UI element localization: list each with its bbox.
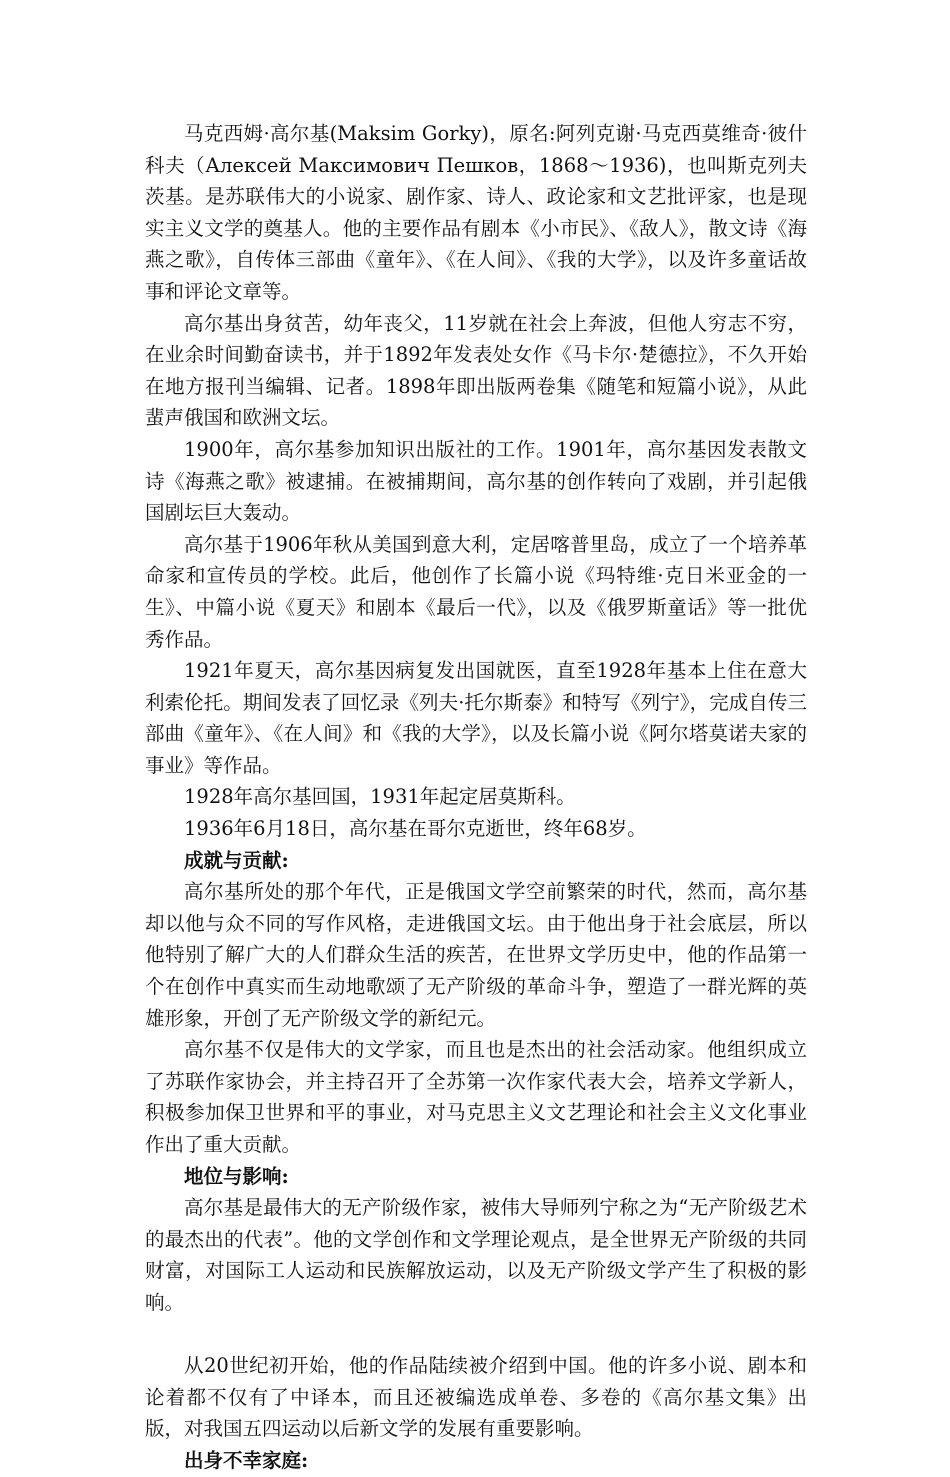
paragraph-1928: 1928年高尔基回国，1931年起定居莫斯科。: [184, 785, 576, 809]
paragraph-1936: 1936年6月18日，高尔基在哥尔克逝世，终年68岁。: [184, 817, 647, 841]
blank-line: [145, 1319, 807, 1351]
paragraph-1900: 1900年，高尔基参加知识出版社的工作。1901年，高尔基因发表散文诗《海燕之歌》被逮捕。在被捕期间，高尔基的创作转向了戏剧，并引起俄国剧坛巨大轰动。: [145, 437, 807, 525]
paragraph-influence-1: 高尔基是最伟大的无产阶级作家，被伟大导师列宁称之为“无产阶级艺术的最杰出的代表”。他的文学创作和文学理论观点，是全世界无产阶级的共同财富，对国际工人运动和民族解放运动，以及无产阶级文学产生了积极的影响。: [145, 1196, 807, 1314]
paragraph-1906: 高尔基于1906年秋从美国到意大利，定居喀普里岛，成立了一个培养革命家和宣传员的学校。此后，他创作了长篇小说《玛特维·克日米亚金的一生》、中篇小说《夏天》和剧本《最后一代》，以及《俄罗斯童话》等一批优秀作品。: [145, 532, 807, 651]
paragraph-intro: 马克西姆·高尔基(Maksim Gorky)，原名:阿列克谢·马克西莫维奇·彼什科夫（Алексей Максимович Пешков，1868～1936)，也叫斯克列夫茨基。是苏联伟大的小说家、剧作家、诗人、政论家和文艺批评家，也是现实主义文学的奠基人。他的主要作品有剧本《小市民》、《敌人》，散文诗《海燕之歌》，自传体三部曲《童年》、《在人间》、《我的大学》，以及许多童话故事和评论文章等。: [145, 122, 807, 303]
paragraph-achievements-2: 高尔基不仅是伟大的文学家，而且也是杰出的社会活动家。他组织成立了苏联作家协会，并主持召开了全苏第一次作家代表大会，培养文学新人，积极参加保卫世界和平的事业，对马克思主义文艺理论和社会主义文化事业作出了重大贡献。: [145, 1038, 807, 1156]
paragraph-achievements-1: 高尔基所处的那个年代，正是俄国文学空前繁荣的时代，然而，高尔基却以他与众不同的写作风格，走进俄国文坛。由于他出身于社会底层，所以他特别了解广大的人们群众生活的疾苦，在世界文学历史中，他的作品第一个在创作中真实而生动地歌颂了无产阶级的革命斗争，塑造了一群光辉的英雄形象，开创了无产阶级文学的新纪元。: [145, 880, 807, 1030]
paragraph-influence-2: 从20世纪初开始，他的作品陆续被介绍到中国。他的许多小说、剧本和论着都不仅有了中译本，而且还被编选成单卷、多卷的《高尔基文集》出版，对我国五四运动以后新文学的发展有重要影响。: [145, 1354, 807, 1441]
heading-achievements: 成就与贡献:: [184, 848, 289, 872]
document-page: [145, 118, 807, 1477]
paragraph-1921: 1921年夏天，高尔基因病复发出国就医，直至1928年基本上住在意大利索伦托。期间发表了回忆录《列夫·托尔斯泰》和特写《列宁》，完成自传三部曲《童年》、《在人间》和《我的大学》，以及长篇小说《阿尔塔莫诺夫家的事业》等作品。: [145, 659, 807, 777]
heading-influence: 地位与影响:: [184, 1164, 289, 1188]
heading-family: 出身不幸家庭:: [184, 1448, 309, 1472]
paragraph-early-life: 高尔基出身贫苦，幼年丧父，11岁就在社会上奔波，但他人穷志不穷，在业余时间勤奋读书，并于1892年发表处女作《马卡尔·楚德拉》，不久开始在地方报刊当编辑、记者。1898年即出版两卷集《随笔和短篇小说》，从此蜚声俄国和欧洲文坛。: [145, 311, 807, 430]
